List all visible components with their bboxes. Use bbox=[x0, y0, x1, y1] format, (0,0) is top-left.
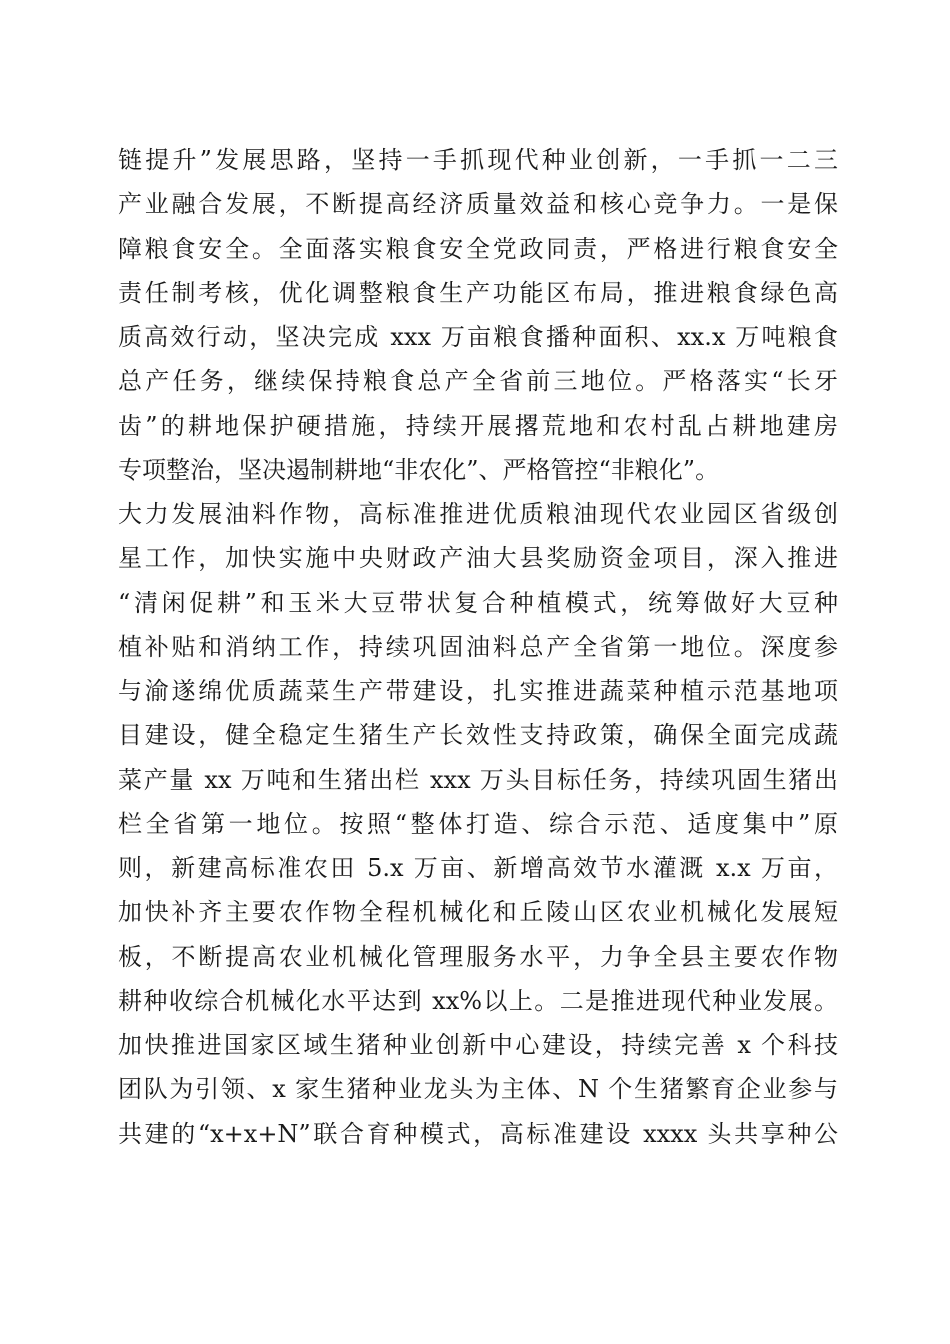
text-line: 菜产量 xx 万吨和生猪出栏 xxx 万头目标任务，持续巩固生猪出 bbox=[118, 765, 838, 794]
text-line: 与渝遂绵优质蔬菜生产带建设，扎实推进蔬菜种植示范基地项 bbox=[118, 677, 838, 705]
text-line: 植补贴和消纳工作，持续巩固油料总产全省第一地位。深度参 bbox=[118, 632, 838, 661]
text-line: 加快补齐主要农作物全程机械化和丘陵山区农业机械化发展短 bbox=[118, 898, 838, 927]
text-line: “清闲促耕”和玉米大豆带状复合种植模式，统筹做好大豆种 bbox=[118, 588, 838, 617]
text-line: 责任制考核，优化调整粮食生产功能区布局，推进粮食绿色高 bbox=[118, 278, 838, 307]
text-line: 板，不断提高农业机械化管理服务水平，力争全县主要农作物 bbox=[118, 942, 838, 971]
text-line: 团队为引领、x 家生猪种业龙头为主体、N 个生猪繁育企业参与 bbox=[118, 1075, 838, 1104]
text-line: 产业融合发展，不断提高经济质量效益和核心竞争力。一是保 bbox=[118, 190, 838, 219]
text-line: 则，新建高标准农田 5.x 万亩、新增高效节水灌溉 x.x 万亩， bbox=[118, 854, 838, 882]
body-paragraph bbox=[118, 138, 838, 1156]
text-line: 目建设，健全稳定生猪生产长效性支持政策，确保全面完成蔬 bbox=[118, 721, 838, 750]
text-line: 加快推进国家区域生猪种业创新中心建设，持续完善 x 个科技 bbox=[118, 1031, 838, 1059]
text-line: 耕种收综合机械化水平达到 xx%以上。二是推进现代种业发展。 bbox=[118, 986, 838, 1015]
text-line: 质高效行动，坚决完成 xxx 万亩粮食播种面积、xx.x 万吨粮食 bbox=[118, 323, 838, 351]
text-line: 星工作，加快实施中央财政产油大县奖励资金项目，深入推进 bbox=[118, 544, 838, 573]
text-line: 齿”的耕地保护硬措施，持续开展撂荒地和农村乱占耕地建房 bbox=[118, 411, 838, 440]
text-line: 共建的“x+x+N”联合育种模式，高标准建设 xxxx 头共享种公 bbox=[118, 1119, 838, 1148]
text-line: 大力发展油料作物，高标准推进优质粮油现代农业园区省级创 bbox=[118, 500, 838, 528]
text-line: 专项整治，坚决遏制耕地“非农化”、严格管控“非粮化”。 bbox=[118, 455, 720, 484]
text-line: 障粮食安全。全面落实粮食安全党政同责，严格进行粮食安全 bbox=[118, 234, 838, 263]
text-line: 栏全省第一地位。按照“整体打造、综合示范、适度集中”原 bbox=[118, 809, 838, 838]
text-line: 链提升”发展思路，坚持一手抓现代种业创新，一手抓一二三 bbox=[118, 146, 838, 174]
text-line: 总产任务，继续保持粮食总产全省前三地位。严格落实“长牙 bbox=[118, 367, 838, 396]
